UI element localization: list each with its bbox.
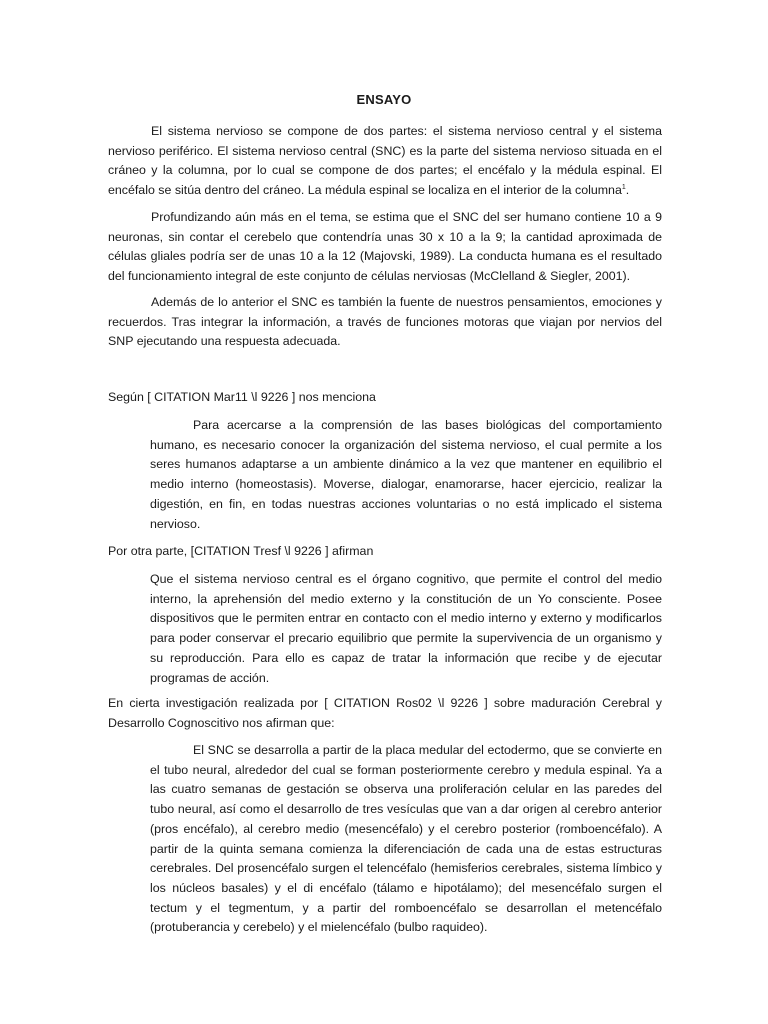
paragraph-1-end: . [625, 183, 630, 198]
citation-lead-2: Por otra parte, [CITATION Tresf \l 9226 ] afirman [108, 544, 374, 558]
document-title: ENSAYO [356, 92, 412, 107]
footnote-marker: 1 [621, 183, 626, 191]
paragraph-1-text: El sistema nervioso se compone de dos partes: el sistema nervioso central y el sistema nervioso periférico. El sistema nervioso central (SNC) es la parte del sistema nervioso situada en el cráneo y la columna, por lo cual se compone de dos partes; el encéfalo y la médula espinal. El encéfalo se sitúa dentro del cráneo. La médula espinal se localiza en el interior de la columna [108, 124, 662, 198]
paragraph-3: Además de lo anterior el SNC es también la fuente de nuestros pensamientos, emociones y recuerdos. Tras integrar la información, a través de funciones motoras que viajan por nervios del SNP ejecutando una respuesta adecuada. [108, 295, 662, 349]
citation-lead-1: Según [ CITATION Mar11 \l 9226 ] nos menciona [108, 390, 376, 404]
block-quote-1: Para acercarse a la comprensión de las bases biológicas del comportamiento humano, es necesario conocer la organización del sistema nervioso, el cual permite a los seres humanos adaptarse a un ambiente dinámico a la vez que mantener en equilibrio el medio interno (homeostasis). Moverse, dialogar, enamorarse, hacer ejercicio, realizar la digestión, en fin, en todas nuestras acciones voluntarias o no está implicado el sistema nervioso. [150, 418, 662, 531]
citation-lead-3: En cierta investigación realizada por [ CITATION Ros02 \l 9226 ] sobre maduración Cerebral y Desarrollo Cognoscitivo nos afirman que: [108, 696, 662, 730]
paragraph-2: Profundizando aún más en el tema, se estima que el SNC del ser humano contiene 10 a 9 neuronas, sin contar el cerebelo que contendría unas 30 x 10 a la 9; la cantidad aproximada de células gliales podría ser de unas 10 a la 12 (Majovski, 1989). La conducta humana es el resultado del funcionamiento integral de este conjunto de células nerviosas (McClelland & Siegler, 2001). [108, 210, 662, 284]
block-quote-2: Que el sistema nervioso central es el órgano cognitivo, que permite el control del medio interno, la aprehensión del medio externo y la constitución de un Yo consciente. Posee dispositivos que le permiten entrar en contacto con el medio interno y externo y modificarlos para poder conservar el precario equilibrio que permite la supervivencia de un organismo y su reproducción. Para ello es capaz de tratar la información que recibe y de ejecutar programas de acción. [150, 572, 662, 685]
paragraph-1 [108, 122, 662, 201]
block-quote-3: El SNC se desarrolla a partir de la placa medular del ectodermo, que se convierte en el tubo neural, alrededor del cual se forman posteriormente cerebro y medula espinal. Ya a las cuatro semanas de gestación se observa una proliferación celular en las paredes del tubo neural, así como el desarrollo de tres vesículas que van a dar origen al cerebro anterior (pros encéfalo), al cerebro medio (mesencéfalo) y el cerebro posterior (romboencéfalo). A partir de la quinta semana comienza la diferenciación de cada una de estas estructuras cerebrales. Del prosencéfalo surgen el telencéfalo (hemisferios cerebrales, sistema límbico y los núcleos basales) y el di encéfalo (tálamo e hipotálamo); del mesencéfalo surgen el tectum y el tegmentum, y a partir del romboencéfalo se desarrollan el metencéfalo (protuberancia y cerebelo) y el mielencéfalo (bulbo raquideo). [150, 743, 662, 935]
